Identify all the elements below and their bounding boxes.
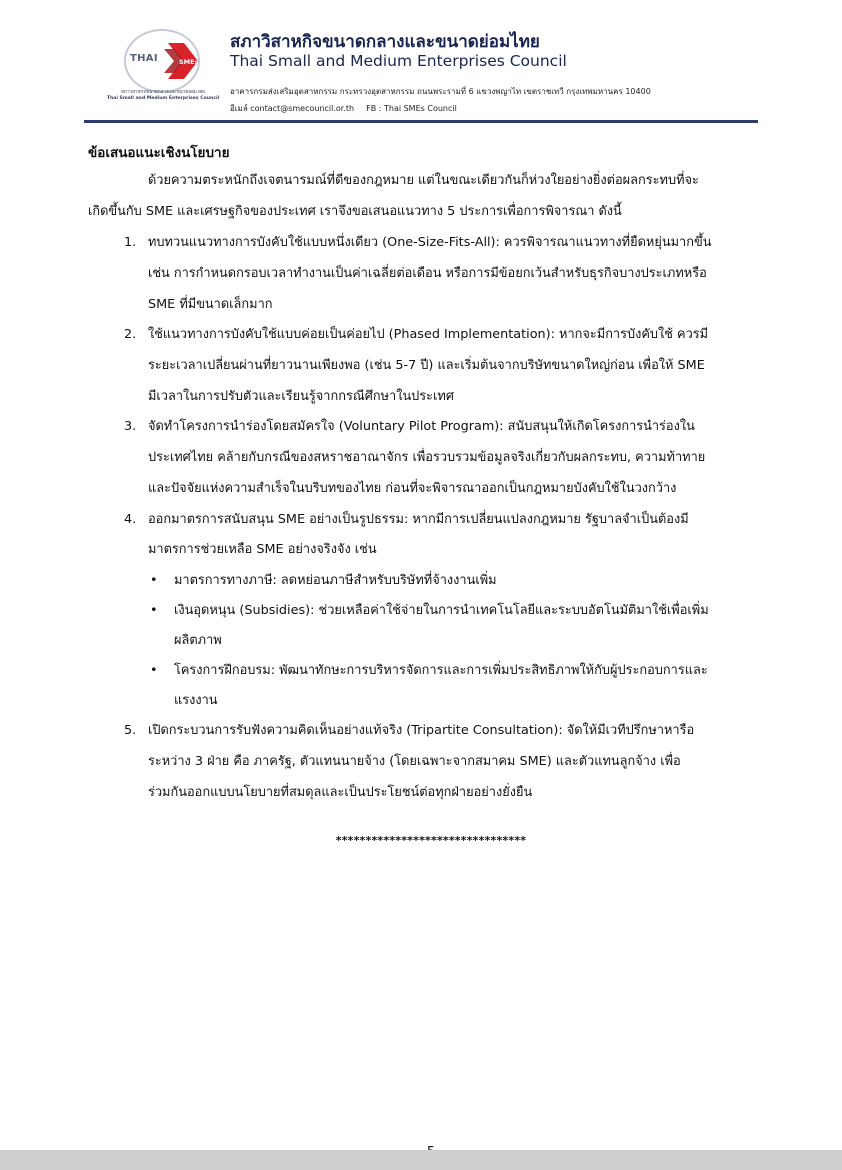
- logo-emblem: [124, 29, 200, 93]
- list-item-line: มาตรการช่วยเหลือ SME อย่างจริงจัง เช่น: [148, 542, 377, 557]
- org-facebook: FB : Thai SMEs Council: [366, 104, 457, 113]
- list-item-number: 3.: [124, 419, 137, 434]
- list-item-line: จัดทำโครงการนำร่องโดยสมัครใจ (Voluntary Pilot Program): สนับสนุนให้เกิดโครงการนำร่องใน: [148, 419, 695, 434]
- list-item-line: เปิดกระบวนการรับฟังความคิดเห็นอย่างแท้จริง (Tripartite Consultation): จัดให้มีเวทีปรึกษาหารือ: [148, 723, 695, 738]
- list-item-number: 4.: [124, 512, 137, 527]
- bullet-marker: •: [150, 663, 158, 678]
- list-item-line: ประเทศไทย คล้ายกับกรณีของสหราชอาณาจักร เพื่อรวบรวมข้อมูลจริงเกี่ยวกับผลกระทบ, ความท้าทาย: [148, 450, 706, 465]
- list-item-line: มีเวลาในการปรับตัวและเรียนรู้จากกรณีศึกษาในประเทศ: [148, 389, 454, 404]
- list-item-line: ทบทวนแนวทางการบังคับใช้แบบหนึ่งเดียว (One-Size-Fits-All): ควรพิจารณาแนวทางที่ยืดหยุ่นมากขึ้น: [148, 235, 712, 250]
- bullet-line: โครงการฝึกอบรม: พัฒนาทักษะการบริหารจัดการและการเพิ่มประสิทธิภาพให้กับผู้ประกอบการและ: [174, 663, 708, 678]
- org-name-thai: สภาวิสาหกิจขนาดกลางและขนาดย่อมไทย: [230, 32, 540, 52]
- intro-line: ด้วยความตระหนักถึงเจตนารมณ์ที่ดีของกฎหมาย แต่ในขณะเดียวกันก็ห่วงใยอย่างยิ่งต่อผลกระทบที่จะ: [148, 173, 699, 188]
- org-email: อีเมล์ contact@smecouncil.or.th: [230, 104, 355, 113]
- list-item-line: ระยะเวลาเปลี่ยนผ่านที่ยาวนานเพียงพอ (เช่น 5-7 ปี) และเริ่มต้นจากบริษัทขนาดใหญ่ก่อน เพื่อให้ SME: [148, 358, 705, 373]
- list-item-line: ร่วมกันออกแบบนโยบายที่สมดุลและเป็นประโยชน์ต่อทุกฝ่ายอย่างยั่งยืน: [148, 785, 533, 800]
- logo-caption-th: สภาวิสาหกิจขนาดกลางและขนาดย่อมไทย: [121, 90, 205, 95]
- logo-arrow-icon: [162, 39, 200, 83]
- bullet-line: มาตรการทางภาษี: ลดหย่อนภาษีสำหรับบริษัทที่จ้างงานเพิ่ม: [174, 573, 497, 588]
- logo-caption: [104, 90, 222, 102]
- bullet-line: แรงงาน: [174, 693, 218, 708]
- list-item-line: ใช้แนวทางการบังคับใช้แบบค่อยเป็นค่อยไป (Phased Implementation): หากจะมีการบังคับใช้ ควรมี: [148, 327, 709, 342]
- logo-caption-en: Thai Small and Medium Enterprises Council: [106, 96, 220, 101]
- org-contact: [230, 102, 457, 115]
- list-item-number: 5.: [124, 723, 137, 738]
- logo-badge: SMEs: [179, 58, 199, 66]
- list-item-line: และปัจจัยแห่งความสำเร็จในบริบทของไทย ก่อนที่จะพิจารณาออกเป็นกฎหมายบังคับใช้ในวงกว้าง: [148, 481, 677, 496]
- bullet-marker: •: [150, 573, 158, 588]
- header-divider: [84, 120, 758, 123]
- list-item-number: 2.: [124, 327, 137, 342]
- list-item-line: SME ที่มีขนาดเล็กมาก: [148, 297, 273, 312]
- list-item-line: ออกมาตรการสนับสนุน SME อย่างเป็นรูปธรรม: หากมีการเปลี่ยนแปลงกฎหมาย รัฐบาลจำเป็นต้องมี: [148, 512, 689, 527]
- end-of-section-marker: ********************************: [335, 834, 527, 847]
- org-name-english: Thai Small and Medium Enterprises Council: [230, 52, 567, 70]
- bullet-line: เงินอุดหนุน (Subsidies): ช่วยเหลือค่าใช้จ่ายในการนำเทคโนโลยีและระบบอัตโนมัติมาใช้เพื่อเพิ่ม: [174, 603, 709, 618]
- section-title: ข้อเสนอแนะเชิงนโยบาย: [88, 145, 230, 161]
- logo-text: THAI: [130, 53, 158, 64]
- list-item-number: 1.: [124, 235, 137, 250]
- list-item-line: ระหว่าง 3 ฝ่าย คือ ภาครัฐ, ตัวแทนนายจ้าง (โดยเฉพาะจากสมาคม SME) และตัวแทนลูกจ้าง เพื่อ: [148, 754, 681, 769]
- council-logo: [104, 26, 222, 104]
- intro-line: เกิดขึ้นกับ SME และเศรษฐกิจของประเทศ เราจึงขอเสนอแนวทาง 5 ประการเพื่อการพิจารณา ดังนี้: [88, 204, 622, 219]
- org-address: อาคารกรมส่งเสริมอุตสาหกรรม กระทรวงอุตสาหกรรม ถนนพระรามที่ 6 แขวงพญาไท เขตราชเทวี กรุงเทพมหานคร 10400: [230, 87, 651, 96]
- bullet-marker: •: [150, 603, 158, 618]
- viewer-background: [0, 1150, 842, 1170]
- bullet-line: ผลิตภาพ: [174, 633, 222, 648]
- list-item-line: เช่น การกำหนดกรอบเวลาทำงานเป็นค่าเฉลี่ยต่อเดือน หรือการมีข้อยกเว้นสำหรับธุรกิจบางประเภทหรือ: [148, 266, 707, 281]
